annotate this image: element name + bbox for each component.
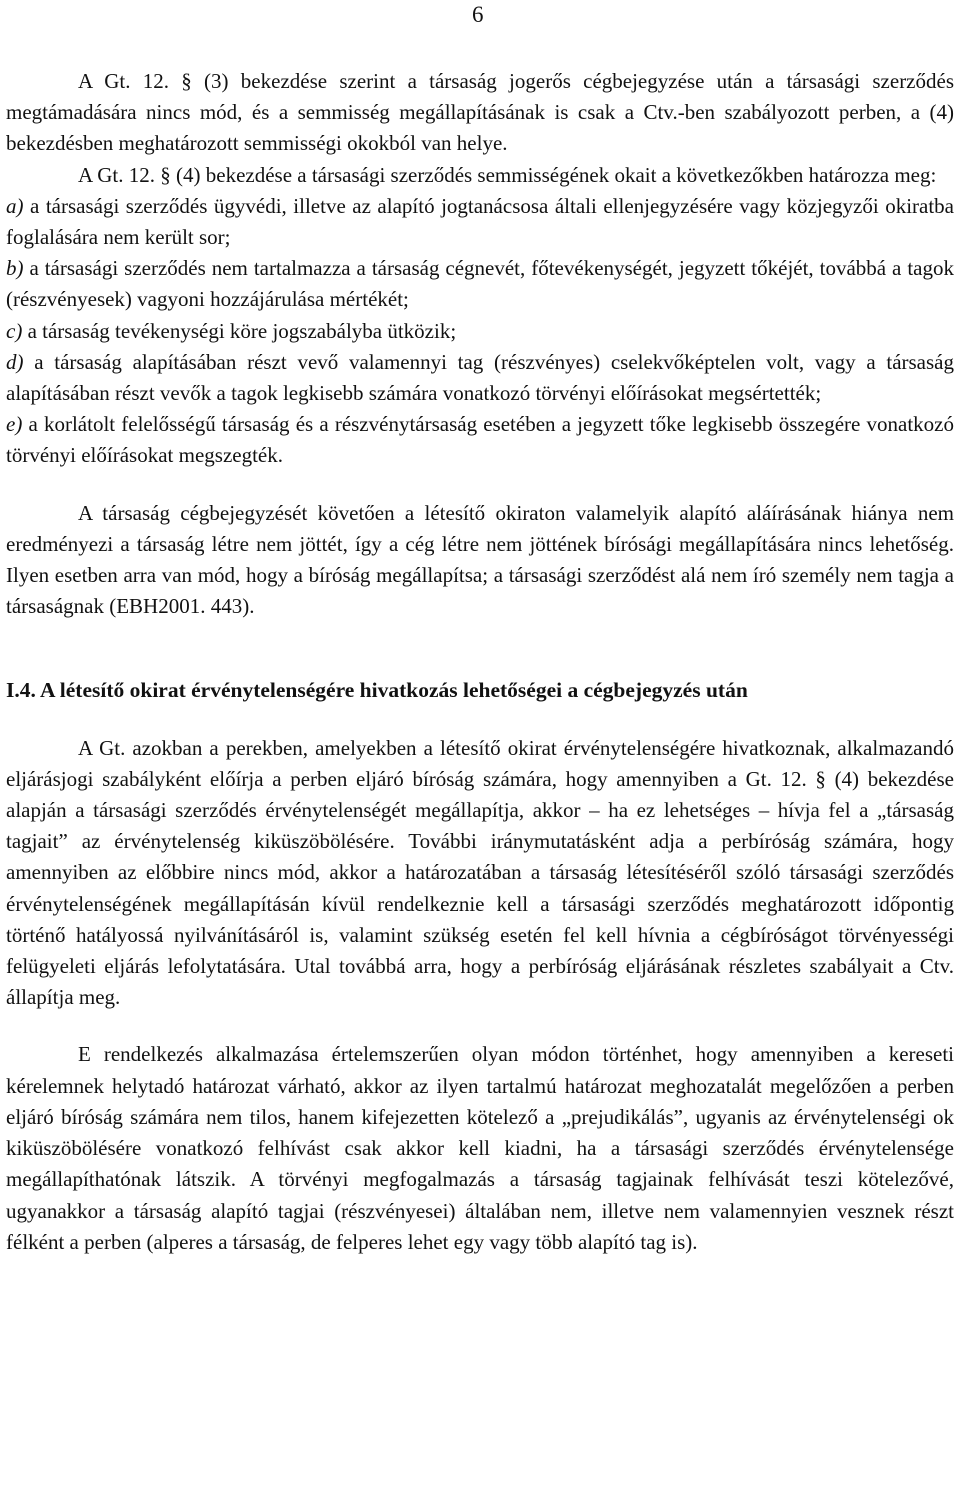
list-item-c (6, 316, 954, 347)
ebh-paragraph: A társaság cégbejegyzését követően a létesítő okiraton valamelyik alapító aláírásának hiánya nem eredményezi a társaság létre nem jöttét, így a cég létre nem jöttének bírósági megállapítására nincs lehetőség. Ilyen esetben arra van mód, hogy a bíróság megállapítsa; a társasági szerződést alá nem író személy nem tagja a társaságnak (EBH2001. 443). (6, 500, 954, 619)
list-item-d (6, 347, 954, 409)
intro-paragraph-1: A Gt. 12. § (3) bekezdése szerint a társaság jogerős cégbejegyzése után a társasági szerződés megtámadására nincs mód, és a semmisség megállapításának is csak a Ctv.-ben szabályozott perben, a (4) bekezdésben meghatározott semmisségi okokból van helye. (6, 69, 954, 156)
list-item-a (6, 191, 954, 253)
gt-paragraph: A Gt. azokban a perekben, amelyekben a létesítő okirat érvénytelenségére hivatkoznak, alkalmazandó eljárásjogi szabályként előírja a perben eljáró bíróság számára, hogy amennyiben a Gt. 12. § (4) bekezdése alapján a társasági szerződés érvénytelenségét megállapítja, akkor – ha ez lehetséges – hívja fel a „társaság tagjait” az érvénytelenség kiküszöbölésére. További iránymutatásként adja a perbíróság számára, hogy amennyiben az előbbire nincs mód, akkor a határozatában a társaság létesítéséről szóló társasági szerződés érvénytelenségének megállapításán kívül rendelkeznie kell a társasági szerződés meghatározott időpontig történő hatályossá nyilvánításáról is, valamint szükség esetén fel kell hívnia a cégbíróságot törvényességi felügyeleti eljárás lefolytatására. Utal továbbá arra, hogy a perbíróság eljárásának részletes szabályait a Ctv. állapítja meg. (6, 735, 954, 1010)
list-text: a társasági szerződés nem tartalmazza a társaság cégnevét, főtevékenységét, jegyzett tőkéjét, továbbá a tagok (részvényesek) vagyoni hozzájárulása mértékét; (6, 256, 954, 312)
application-paragraph: E rendelkezés alkalmazása értelemszerűen olyan módon történhet, hogy amennyiben a kereseti kérelemnek helytadó határozat várható, akkor az ilyen tartalmú határozat meghozatalát megelőzően a perben eljáró bíróság számára nem tilos, hanem kifejezetten kötelező a „prejudikálás”, ugyanis az érvénytelenségi ok kiküszöbölésére vonatkozó felhívást csak akkor kell kiadni, ha a társasági szerződés érvénytelensége megállapíthatónak látszik. A törvényi megfogalmazás a társaság tagjainak felhívását teszi kötelezővé, ugyanakkor a társaság alapító tagjai (részvényesei) általában nem, illetve nem valamennyien vesznek részt félként a perben (alperes a társaság, de felperes lehet egy vagy több alapító tag is). (6, 1042, 954, 1254)
list-item-b (6, 253, 954, 315)
list-marker: c) (6, 318, 23, 343)
list-text: a társaság alapításában részt vevő valamennyi tag (részvényes) cselekvőképtelen volt, vagy a társaság alapításában részt vevők a tagok legkisebb számára vonatkozó törvényi előírásokat megsértették; (6, 349, 954, 406)
list-marker: d) (6, 349, 24, 374)
list-marker: e) (6, 412, 23, 437)
section-heading: I.4. A létesítő okirat érvénytelenségére hivatkozás lehetőségei a cégbejegyzés után (6, 678, 748, 703)
list-text: a korlátolt felelősségű társaság és a részvénytársaság esetében a jegyzett tőke legkisebb összegére vonatkozó törvényi előírásokat megszegték. (6, 412, 954, 468)
list-text: a társaság tevékenységi köre jogszabályba ütközik; (22, 318, 457, 343)
document-body (6, 66, 954, 1258)
list-marker: b) (6, 256, 24, 281)
intro-paragraph-2: A Gt. 12. § (4) bekezdése a társasági szerződés semmisségének okait a következőkben határozza meg: (78, 162, 937, 187)
page-number: 6 (472, 2, 484, 27)
list-item-e (6, 409, 954, 471)
list-text: a társasági szerződés ügyvédi, illetve az alapító jogtanácsosa általi ellenjegyzésére vagy közjegyzői okiratba foglalására nem került sor; (6, 193, 954, 250)
list-marker: a) (6, 193, 24, 218)
